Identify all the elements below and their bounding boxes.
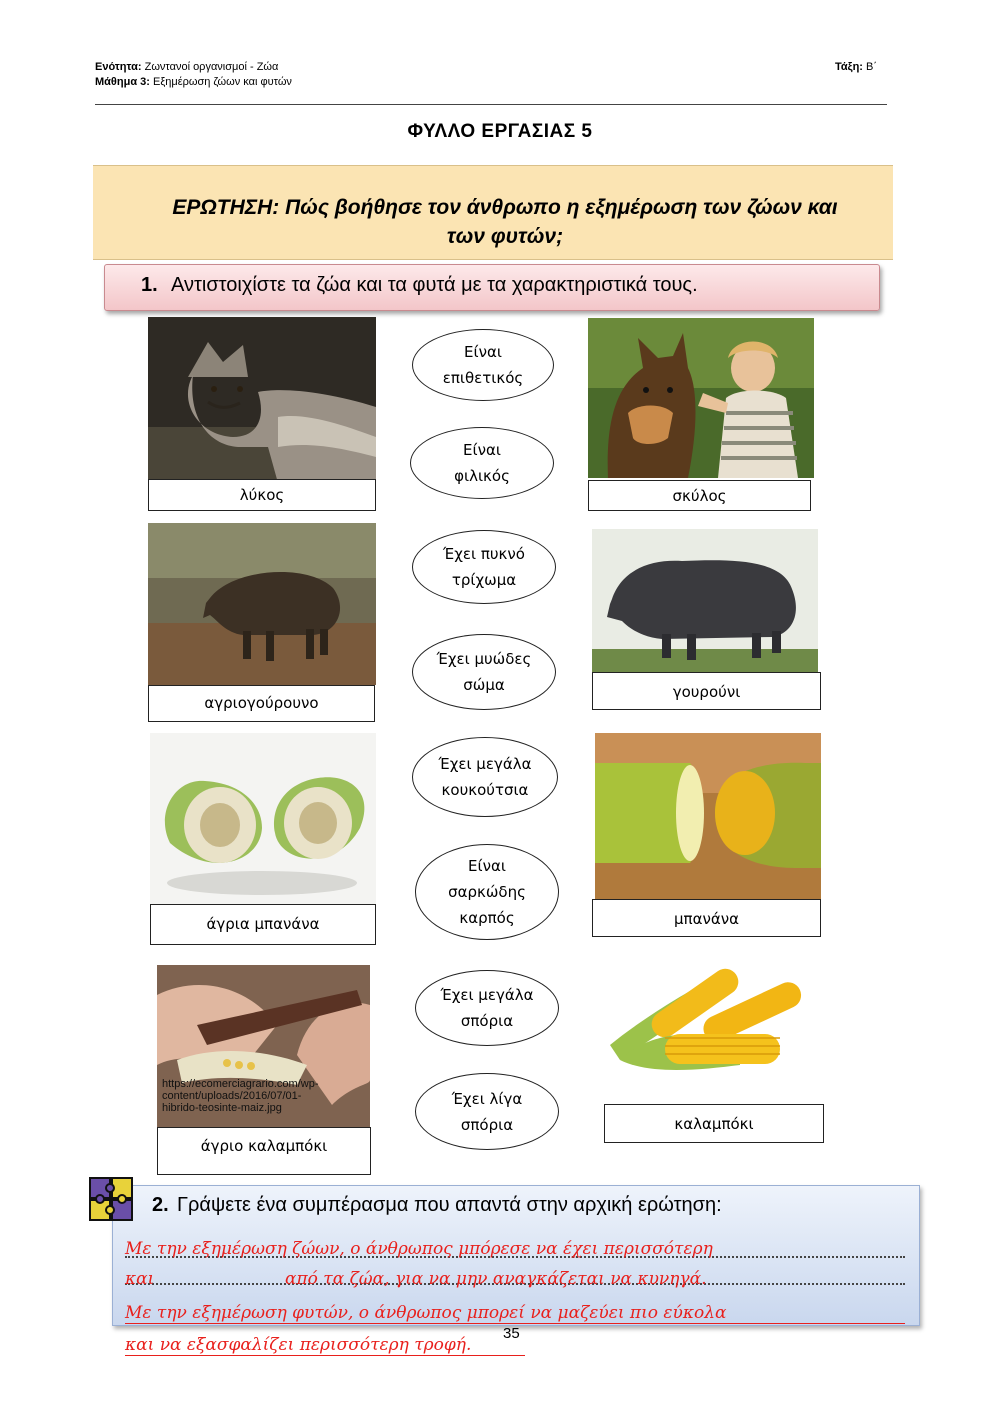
trait-2-line-2: φιλικός <box>454 467 510 485</box>
answer-line-1: Με την εξημέρωση ζώων, ο άνθρωπος μπόρεσε να έχει περισσότερη <box>125 1239 713 1259</box>
label-wild-boar: αγριογούρουνο <box>148 685 375 722</box>
answer-line-3: Με την εξημέρωση φυτών, ο άνθρωπος μπορεί να μαζεύει πιο εύκολα <box>125 1303 727 1323</box>
page-number: 35 <box>503 1325 520 1342</box>
trait-oval-6[interactable] <box>415 844 559 940</box>
lesson-value: Εξημέρωση ζώων και φυτών <box>152 76 292 88</box>
label-wolf: λύκος <box>148 479 376 511</box>
trait-5-line-1: Έχει μεγάλα <box>438 755 532 773</box>
label-wild-banana: άγρια μπανάνα <box>150 904 376 945</box>
image-credit-line-1: https://ecomerciagrario.com/wp- <box>162 1078 319 1090</box>
trait-oval-4[interactable] <box>412 634 556 710</box>
trait-4-line-2: σώμα <box>463 676 505 694</box>
trait-1-line-1: Είναι <box>464 343 502 361</box>
trait-3-line-1: Έχει πυκνό <box>443 545 525 563</box>
worksheet-title: ΦΥΛΛΟ ΕΡΓΑΣΙΑΣ 5 <box>407 121 593 142</box>
label-pig: γουρούνι <box>592 672 821 710</box>
label-dog: σκύλος <box>588 480 811 511</box>
puzzle-icon <box>86 1172 138 1230</box>
image-credit <box>162 1078 319 1114</box>
dog-with-boy-image <box>588 318 814 478</box>
trait-oval-8[interactable] <box>415 1073 559 1150</box>
label-corn: καλαμπόκι <box>604 1104 824 1143</box>
trait-1-line-2: επιθετικός <box>442 369 524 387</box>
answer-rule-2 <box>125 1355 525 1356</box>
answer-rule-1 <box>125 1323 905 1324</box>
task1-number: 1. <box>141 274 158 296</box>
trait-oval-5[interactable] <box>412 737 558 817</box>
trait-4-line-1: Έχει μυώδες <box>436 650 532 668</box>
wolf-image <box>148 317 376 483</box>
trait-oval-3[interactable] <box>412 530 556 604</box>
answer-line-2a: και <box>125 1269 155 1289</box>
question-line-2: των φυτών; <box>446 225 564 248</box>
trait-3-line-2: τρίχωμα <box>451 571 517 589</box>
unit-value: Ζωντανοί οργανισμοί - Ζώα <box>144 61 279 73</box>
trait-6-line-2: σαρκώδης <box>448 883 526 901</box>
pig-image <box>592 529 818 672</box>
trait-oval-1[interactable] <box>412 329 554 401</box>
trait-7-line-1: Έχει μεγάλα <box>440 986 534 1004</box>
trait-8-line-2: σπόρια <box>460 1115 514 1134</box>
question-text <box>110 193 900 251</box>
wild-banana-image <box>150 733 376 905</box>
label-wild-corn: άγριο καλαμπόκι <box>157 1127 371 1175</box>
grade-value: Β΄ <box>866 61 878 73</box>
wild-boar-image <box>148 523 376 685</box>
unit-line <box>95 60 278 75</box>
image-credit-line-2: content/uploads/2016/07/01- <box>162 1090 302 1102</box>
trait-oval-2[interactable] <box>410 427 554 499</box>
task2-number: 2. <box>152 1194 169 1216</box>
corn-image <box>600 960 812 1080</box>
trait-6-line-1: Είναι <box>468 857 506 875</box>
image-credit-line-3: hibrido-teosinte-maiz.jpg <box>162 1102 282 1114</box>
unit-label: Ενότητα: <box>95 61 142 73</box>
lesson-line <box>95 75 292 90</box>
question-line-1: ΕΡΩΤΗΣΗ: Πώς βοήθησε τον άνθρωπο η εξημέρωση των ζώων και <box>172 196 838 219</box>
answer-line-4: και να εξασφαλίζει περισσότερη τροφή. <box>125 1335 472 1355</box>
answer-line-2b: από τα ζώα, για να μην αναγκάζεται να κυνηγά. <box>285 1269 707 1289</box>
trait-8-line-1: Έχει λίγα <box>451 1089 523 1108</box>
task2-text: Γράψετε ένα συμπέρασμα που απαντά στην αρχική ερώτηση: <box>177 1194 722 1216</box>
task1-banner <box>104 264 880 311</box>
grade-label: Τάξη: <box>835 61 863 73</box>
trait-7-line-2: σπόρια <box>460 1012 514 1030</box>
trait-2-line-1: Είναι <box>463 441 501 459</box>
lesson-label: Μάθημα 3: <box>95 76 150 88</box>
label-banana: μπανάνα <box>592 899 821 937</box>
banana-image <box>595 733 821 899</box>
trait-5-line-2: κουκούτσια <box>441 781 529 799</box>
trait-6-line-3: καρπός <box>459 909 515 927</box>
task1-text: Αντιστοιχίστε τα ζώα και τα φυτά με τα χαρακτηριστικά τους. <box>171 274 698 296</box>
grade-line <box>835 60 877 75</box>
header-divider <box>95 104 887 105</box>
trait-oval-7[interactable] <box>415 970 559 1046</box>
